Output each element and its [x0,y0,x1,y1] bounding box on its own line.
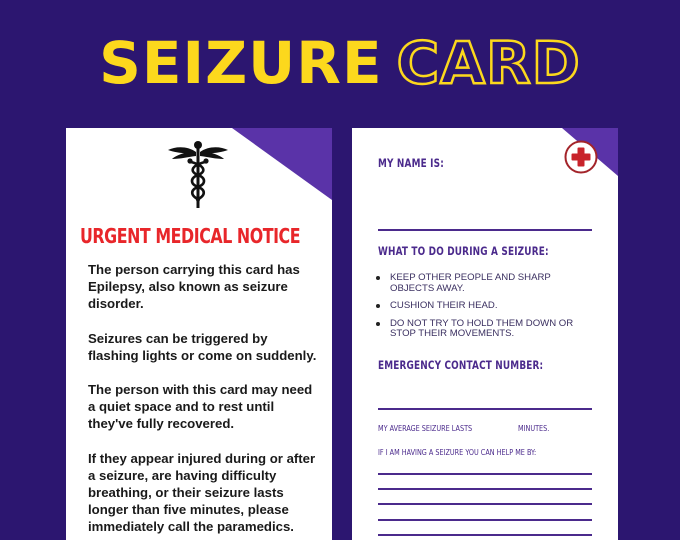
help-line[interactable] [378,534,592,536]
corner-triangle [232,128,332,200]
notice-paragraph: The person carrying this card has Epilepsy, also known as seizure disorder. [88,262,300,312]
list-item: CUSHION THEIR HEAD. [372,301,592,312]
steps-list [372,273,592,347]
notice-heading: URGENT MEDICAL NOTICE [80,224,301,248]
emergency-contact-label: EMERGENCY CONTACT NUMBER: [378,358,544,372]
list-item: KEEP OTHER PEOPLE AND SHARP OBJECTS AWAY. [372,273,592,294]
name-label: MY NAME IS: [378,156,444,170]
page-title [0,28,680,98]
help-line[interactable] [378,473,592,475]
seizure-info-card [352,128,618,540]
notice-paragraph: Seizures can be triggered by flashing lights or come on suddenly. [88,330,317,363]
title-solid-word: SEIZURE [99,29,383,97]
help-line[interactable] [378,519,592,521]
caduceus-icon [166,140,230,210]
notice-paragraph: If they appear injured during or after a seizure, are having difficulty breathing, or their seizure lasts longer than five minutes, please immediately call the paramedics. [88,450,316,535]
medical-cross-icon [564,140,598,174]
help-me-label: IF I AM HAVING A SEIZURE YOU CAN HELP ME BY: [378,447,537,457]
notice-body [88,261,320,540]
minutes-label: MINUTES. [518,423,550,433]
list-item: DO NOT TRY TO HOLD THEM DOWN OR STOP THEIR MOVEMENTS. [372,319,592,340]
emergency-contact-line[interactable] [378,408,592,410]
average-seizure-label: MY AVERAGE SEIZURE LASTS [378,423,473,433]
medical-notice-card [66,128,332,540]
help-line[interactable] [378,503,592,505]
what-to-do-label: WHAT TO DO DURING A SEIZURE: [378,244,549,258]
help-line[interactable] [378,488,592,490]
notice-paragraph: The person with this card may need a quiet space and to rest until they've fully recovered. [88,382,313,432]
name-input-line[interactable] [378,229,592,231]
title-outline-word: CARD [396,29,581,97]
